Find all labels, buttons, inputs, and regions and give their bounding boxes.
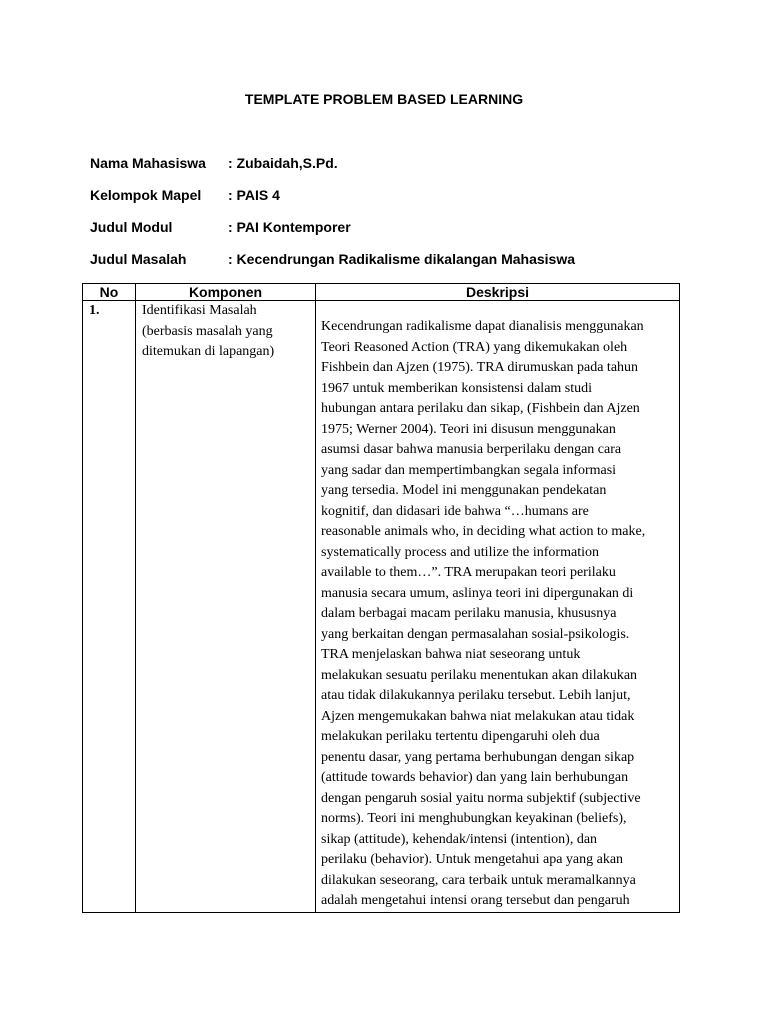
deskripsi-cell: [316, 301, 680, 913]
komponen-line: ditemukan di lapangan): [142, 344, 275, 359]
header-deskripsi: Deskripsi: [316, 284, 680, 301]
deskripsi-line: perilaku (behavior). Untuk mengetahui apa yang akan: [321, 852, 624, 867]
deskripsi-line: TRA menjelaskan bahwa niat seseorang untuk: [321, 647, 581, 662]
deskripsi-line: (attitude towards behavior) dan yang lain berhubungan: [321, 770, 629, 785]
masalah-value: : Kecendrungan Radikalisme dikalangan Mahasiswa: [228, 251, 575, 267]
deskripsi-line: Ajzen mengemukakan bahwa niat melakukan atau tidak: [321, 708, 635, 724]
deskripsi-line: norms). Teori ini menghubungkan keyakinan (beliefs),: [321, 811, 627, 826]
modul-value: : PAI Kontemporer: [228, 219, 351, 235]
deskripsi-line: available to them…”. TRA merupakan teori perilaku: [321, 565, 616, 580]
deskripsi-line: reasonable animals who, in deciding what action to make,: [321, 524, 646, 539]
nama-value: : Zubaidah,S.Pd.: [228, 155, 338, 171]
row-number: 1.: [83, 301, 136, 913]
komponen-line: Identifikasi Masalah: [142, 303, 257, 318]
deskripsi-line: Teori Reasoned Action (TRA) yang dikemukakan oleh: [321, 339, 628, 355]
deskripsi-line: melakukan perilaku tertentu dipengaruhi oleh dua: [321, 729, 600, 744]
deskripsi-line: penentu dasar, yang pertama berhubungan dengan sikap: [321, 749, 635, 765]
deskripsi-line: dalam berbagai macam perilaku manusia, khususnya: [321, 606, 617, 621]
table-header-row: [83, 284, 680, 301]
deskripsi-line: dilakukan seseorang, cara terbaik untuk meramalkannya: [321, 872, 636, 888]
komponen-line: (berbasis masalah yang: [142, 323, 273, 339]
header-komponen: Komponen: [136, 284, 316, 301]
header-no: No: [83, 284, 136, 301]
deskripsi-line: Kecendrungan radikalisme dapat dianalisis menggunakan: [321, 319, 644, 334]
deskripsi-line: yang tersedia. Model ini menggunakan pendekatan: [321, 483, 607, 498]
deskripsi-line: Fishbein dan Ajzen (1975). TRA dirumuskan pada tahun: [321, 360, 639, 375]
deskripsi-line: dengan pengaruh sosial yaitu norma subjektif (subjective: [321, 790, 641, 806]
deskripsi-line: 1967 untuk memberikan konsistensi dalam studi: [321, 380, 593, 396]
deskripsi-line: hubungan antara perilaku dan sikap, (Fishbein dan Ajzen: [321, 401, 640, 416]
deskripsi-line: yang berkaitan dengan permasalahan sosial-psikologis.: [321, 626, 630, 642]
table-row: [83, 301, 680, 913]
deskripsi-text: [321, 317, 673, 912]
document-title: TEMPLATE PROBLEM BASED LEARNING: [244, 91, 524, 107]
kelompok-label: Kelompok Mapel: [90, 187, 202, 203]
masalah-label: Judul Masalah: [90, 251, 187, 267]
deskripsi-line: atau tidak dilakukannya perilaku tersebut. Lebih lanjut,: [321, 688, 631, 703]
deskripsi-line: 1975; Werner 2004). Teori ini disusun menggunakan: [321, 421, 616, 437]
deskripsi-line: systematically process and utilize the information: [321, 544, 599, 560]
deskripsi-line: adalah mengetahui intensi orang tersebut dan pengaruh: [321, 893, 630, 908]
deskripsi-line: sikap (attitude), kehendak/intensi (intention), dan: [321, 831, 598, 847]
deskripsi-line: kognitif, dan didasari ide bahwa “…humans are: [321, 503, 589, 519]
nama-label: Nama Mahasiswa: [90, 155, 206, 171]
deskripsi-line: asumsi dasar bahwa manusia berperilaku dengan cara: [321, 442, 622, 457]
komponen-cell: [136, 301, 316, 913]
kelompok-value: : PAIS 4: [228, 187, 280, 203]
deskripsi-line: manusia secara umum, aslinya teori ini dipergunakan di: [321, 585, 634, 601]
deskripsi-line: melakukan sesuatu perilaku menentukan akan dilakukan: [321, 667, 638, 683]
modul-label: Judul Modul: [90, 219, 173, 235]
pbl-table: [82, 283, 680, 913]
deskripsi-line: yang sadar dan mempertimbangkan segala informasi: [321, 462, 617, 478]
